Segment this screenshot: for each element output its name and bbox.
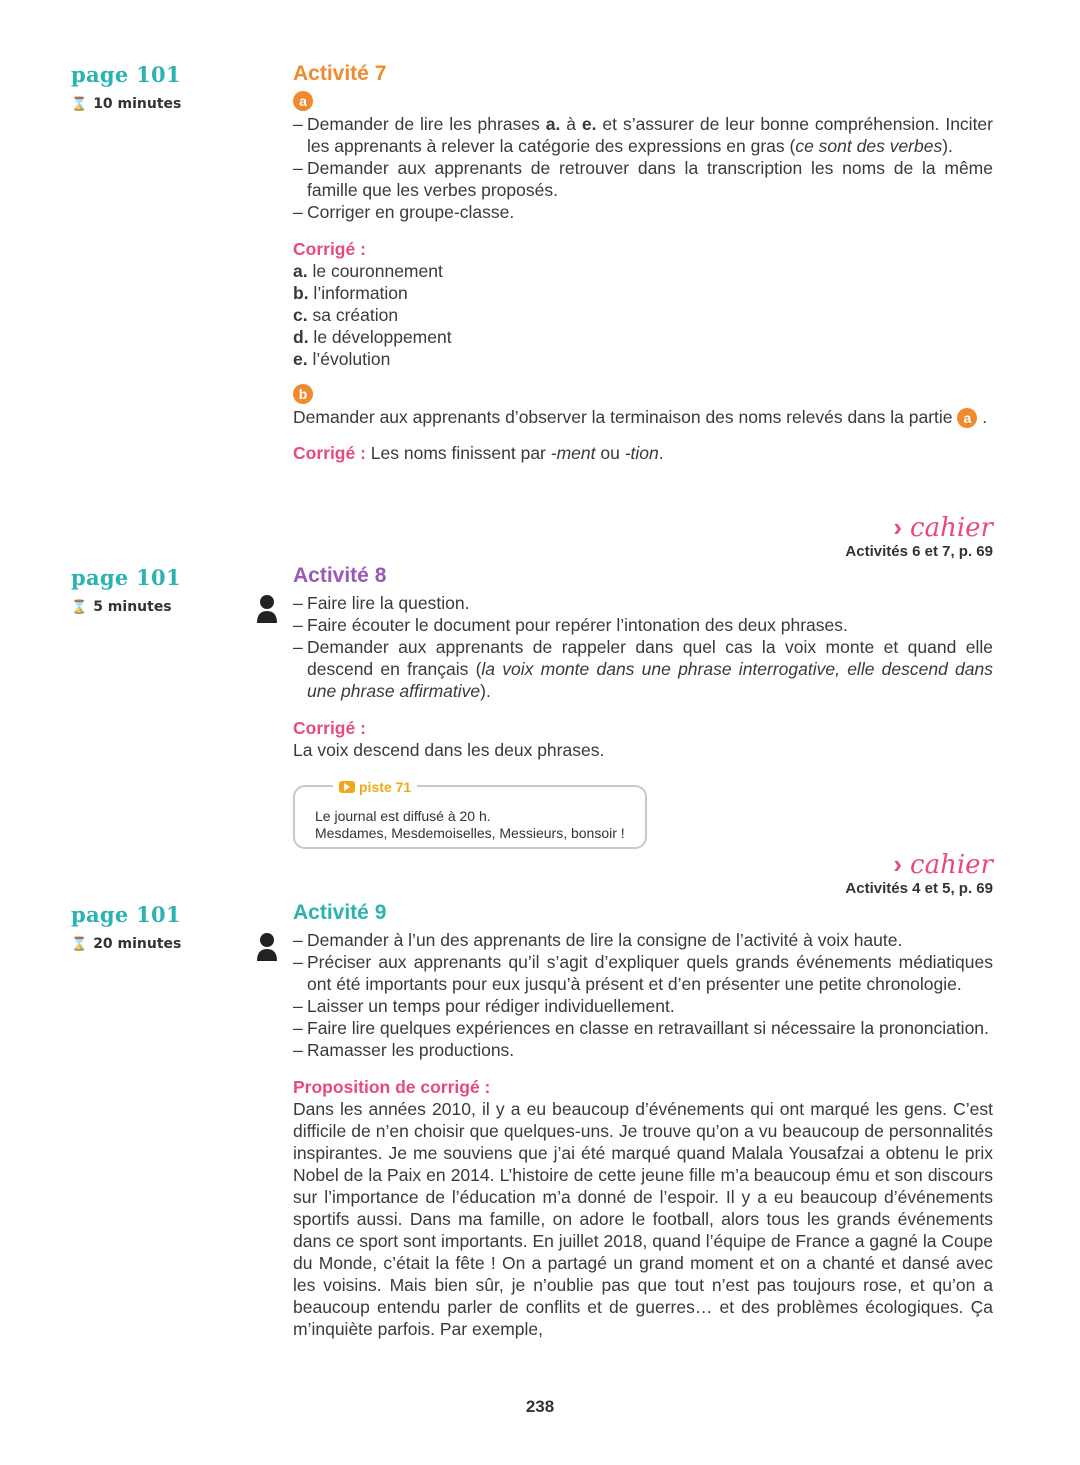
activity-title: Activité 8 (293, 564, 387, 587)
list-item: – Laisser un temps pour rédiger individuellement. (293, 995, 993, 1017)
activity-title: Activité 7 (293, 62, 387, 85)
cahier-activities: Activités 4 et 5, p. 69 (845, 880, 993, 897)
duration (71, 936, 181, 952)
list-item: – Demander à l’un des apprenants de lire la consigne de l’activité à voix haute. (293, 929, 993, 951)
chevron-right-icon: › (893, 849, 903, 879)
instruction-list (293, 113, 993, 223)
play-icon[interactable] (339, 781, 355, 793)
list-item: – Demander de lire les phrases a. à e. et s’assurer de leur bonne compréhension. Inciter les apprenants à relever la catégorie des expressions en gras (ce sont des verbes). (293, 113, 993, 157)
list-item: – Demander aux apprenants de rappeler dans quel cas la voix monte et quand elle descend en français (la voix monte dans une phrase interrogative, elle descend dans une phrase affirmative). (293, 636, 993, 702)
answer-list (293, 260, 993, 370)
cahier-activities: Activités 6 et 7, p. 69 (845, 543, 993, 560)
transcript (315, 808, 625, 842)
badge-b-icon: b (293, 384, 313, 404)
corrige-text: La voix descend dans les deux phrases. (293, 740, 605, 760)
page-number: 238 (525, 1397, 555, 1416)
list-item: d. le développement (293, 327, 452, 347)
badge-a-icon: a (957, 408, 977, 428)
transcript-line: Le journal est diffusé à 20 h. (315, 808, 491, 824)
list-item: – Ramasser les productions. (293, 1039, 993, 1061)
chevron-right-icon: › (893, 512, 903, 542)
cahier-label: cahier (910, 513, 993, 543)
instruction-list (293, 592, 993, 702)
part-b-corrige: Corrigé : Les noms finissent par -ment ou -tion. (293, 443, 664, 463)
user-icon (256, 594, 278, 624)
transcript-line: Mesdames, Mesdemoiselles, Messieurs, bonsoir ! (315, 825, 625, 841)
list-item: – Demander aux apprenants de retrouver dans la transcription les noms de la même famille que les verbes proposés. (293, 157, 993, 201)
proposition-text: Dans les années 2010, il y a eu beaucoup d’événements qui ont marqué les gens. C’est difficile de n’en choisir que quelques-uns. Je trouve qu’on a vu beaucoup de personnalités inspirantes. Je me souviens que j’ai été marqué quand Malala Yousafzai a obtenu le prix Nobel de la Paix en 2014. L’histoire de cette jeune fille m’a beaucoup ému et son discours sur l’importance de l’éducation m’a donné de l’espoir. Il y a eu beaucoup d’événements sportifs aussi. Dans ma famille, on adore le football, alors tous les grands événements dans ce sport sont importants. En juillet 2018, quand l’équipe de France a gagné la Coupe du Monde, c’était la fête ! On a partagé un grand moment et on a chanté et dansé avec les voisins. Mais bien sûr, je n’oublie pas que tout n’est pas toujours rose, et qu’on a beaucoup entendu parler de conflits et de guerres… et des problèmes écologiques. Ça m’inquiète parfois. Par exemple, (293, 1099, 993, 1339)
activity-7 (293, 62, 993, 464)
cahier-reference (845, 849, 993, 897)
cahier-reference (845, 512, 993, 560)
corrige-label: Corrigé : (293, 718, 366, 738)
page-reference: page 101 (71, 565, 181, 590)
cahier-label: cahier (910, 850, 993, 880)
hourglass-icon: ⌛ (71, 96, 88, 112)
list-item: – Faire lire quelques expériences en classe en retravaillant si nécessaire la prononciation. (293, 1017, 993, 1039)
duration-text: 10 minutes (93, 96, 182, 112)
proposition-label: Proposition de corrigé : (293, 1077, 491, 1097)
badge-a-icon: a (293, 91, 313, 111)
duration (71, 96, 181, 112)
list-item: – Faire lire la question. (293, 592, 993, 614)
activity-title: Activité 9 (293, 901, 387, 924)
corrige-label: Corrigé : (293, 239, 366, 259)
page-reference: page 101 (71, 62, 181, 87)
hourglass-icon: ⌛ (71, 599, 88, 615)
list-item: b. l’information (293, 283, 408, 303)
list-item: – Préciser aux apprenants qu’il s’agit d’expliquer quels grands événements médiatiques ont été importants pour eux jusqu’à présent et d’en présenter une petite chronologie. (293, 951, 993, 995)
list-item: – Corriger en groupe-classe. (293, 201, 993, 223)
activity-9 (293, 901, 993, 1340)
list-item: a. le couronnement (293, 261, 443, 281)
duration-text: 20 minutes (93, 936, 182, 952)
audio-transcript-box (293, 779, 647, 849)
duration-text: 5 minutes (93, 599, 172, 615)
page-reference: page 101 (71, 902, 181, 927)
user-icon (256, 932, 278, 962)
instruction-list (293, 929, 993, 1061)
duration (71, 599, 172, 615)
list-item: – Faire écouter le document pour repérer l’intonation des deux phrases. (293, 614, 993, 636)
list-item: e. l’évolution (293, 349, 391, 369)
activity-8 (293, 564, 993, 761)
list-item: c. sa création (293, 305, 399, 325)
audio-track-label[interactable]: piste 71 (333, 779, 417, 795)
part-b-instruction: Demander aux apprenants d’observer la terminaison des noms relevés dans la partie a . (293, 407, 988, 427)
hourglass-icon: ⌛ (71, 936, 88, 952)
